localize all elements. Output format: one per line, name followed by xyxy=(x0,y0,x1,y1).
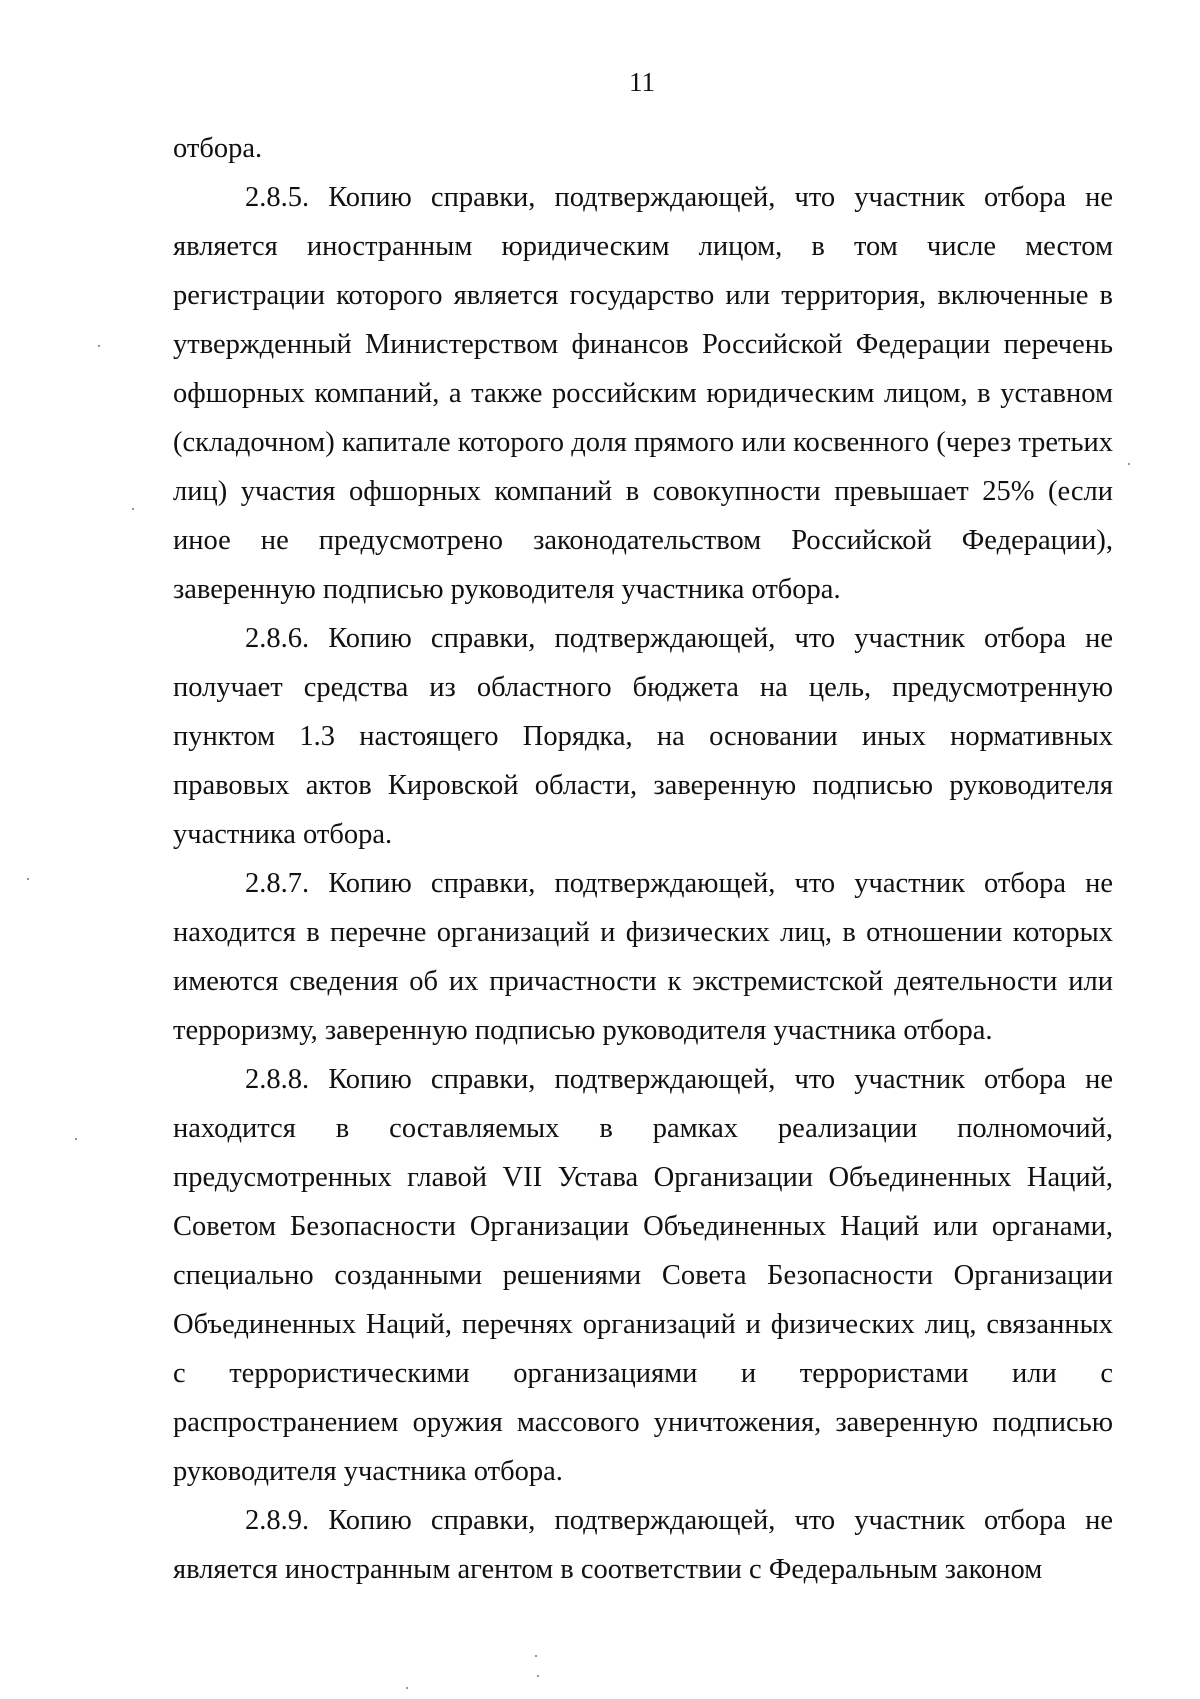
paragraph-2-8-7: 2.8.7. Копию справки, подтверждающей, что участник отбора не находится в перечне организаций и физических лиц, в отношении которых имеются сведения об их причастности к экстремистской деятельности или терроризму, заверенную подписью руководителя участника отбора. xyxy=(173,868,1113,1046)
scan-speck xyxy=(406,1687,408,1689)
scan-speck xyxy=(75,1138,77,1140)
page-number: 11 xyxy=(629,67,655,97)
paragraph-2-8-8: 2.8.8. Копию справки, подтверждающей, что участник отбора не находится в составляемых в рамках реализации полномочий, предусмотренных главой VII Устава Организации Объединенных Наций, Советом Безопасности Организации Объединенных Наций или органами, специально созданными решениями Совета Безопасности Организации Объединенных Наций, перечнях организаций и физических лиц, связанных с террористическими организациями и террористами или с распространением оружия массового уничтожения, заверенную подписью руководителя участника отбора. xyxy=(173,1064,1113,1487)
scan-speck xyxy=(132,508,134,510)
paragraph-2-8-5: 2.8.5. Копию справки, подтверждающей, что участник отбора не является иностранным юридическим лицом, в том числе местом регистрации которого является государство или территория, включенные в утвержденный Министерством финансов Российской Федерации перечень офшорных компаний, а также российским юридическим лицом, в уставном (складочном) капитале которого доля прямого или косвенного (через третьих лиц) участия офшорных компаний в совокупности превышает 25% (если иное не предусмотрено законодательством Российской Федерации), заверенную подписью руководителя участника отбора. xyxy=(173,182,1113,605)
scan-speck xyxy=(98,345,100,347)
document-body xyxy=(173,124,1113,1594)
scan-speck xyxy=(535,1655,537,1657)
scan-speck xyxy=(1128,463,1130,465)
scan-speck xyxy=(27,878,29,880)
paragraph-2-8-9: 2.8.9. Копию справки, подтверждающей, что участник отбора не является иностранным агентом в соответствии с Федеральным законом xyxy=(173,1505,1113,1585)
paragraph-2-8-6: 2.8.6. Копию справки, подтверждающей, что участник отбора не получает средства из областного бюджета на цель, предусмотренную пунктом 1.3 настоящего Порядка, на основании иных нормативных правовых актов Кировской области, заверенную подписью руководителя участника отбора. xyxy=(173,623,1113,850)
paragraph-continuation: отбора. xyxy=(173,133,263,164)
scan-speck xyxy=(537,1675,539,1677)
